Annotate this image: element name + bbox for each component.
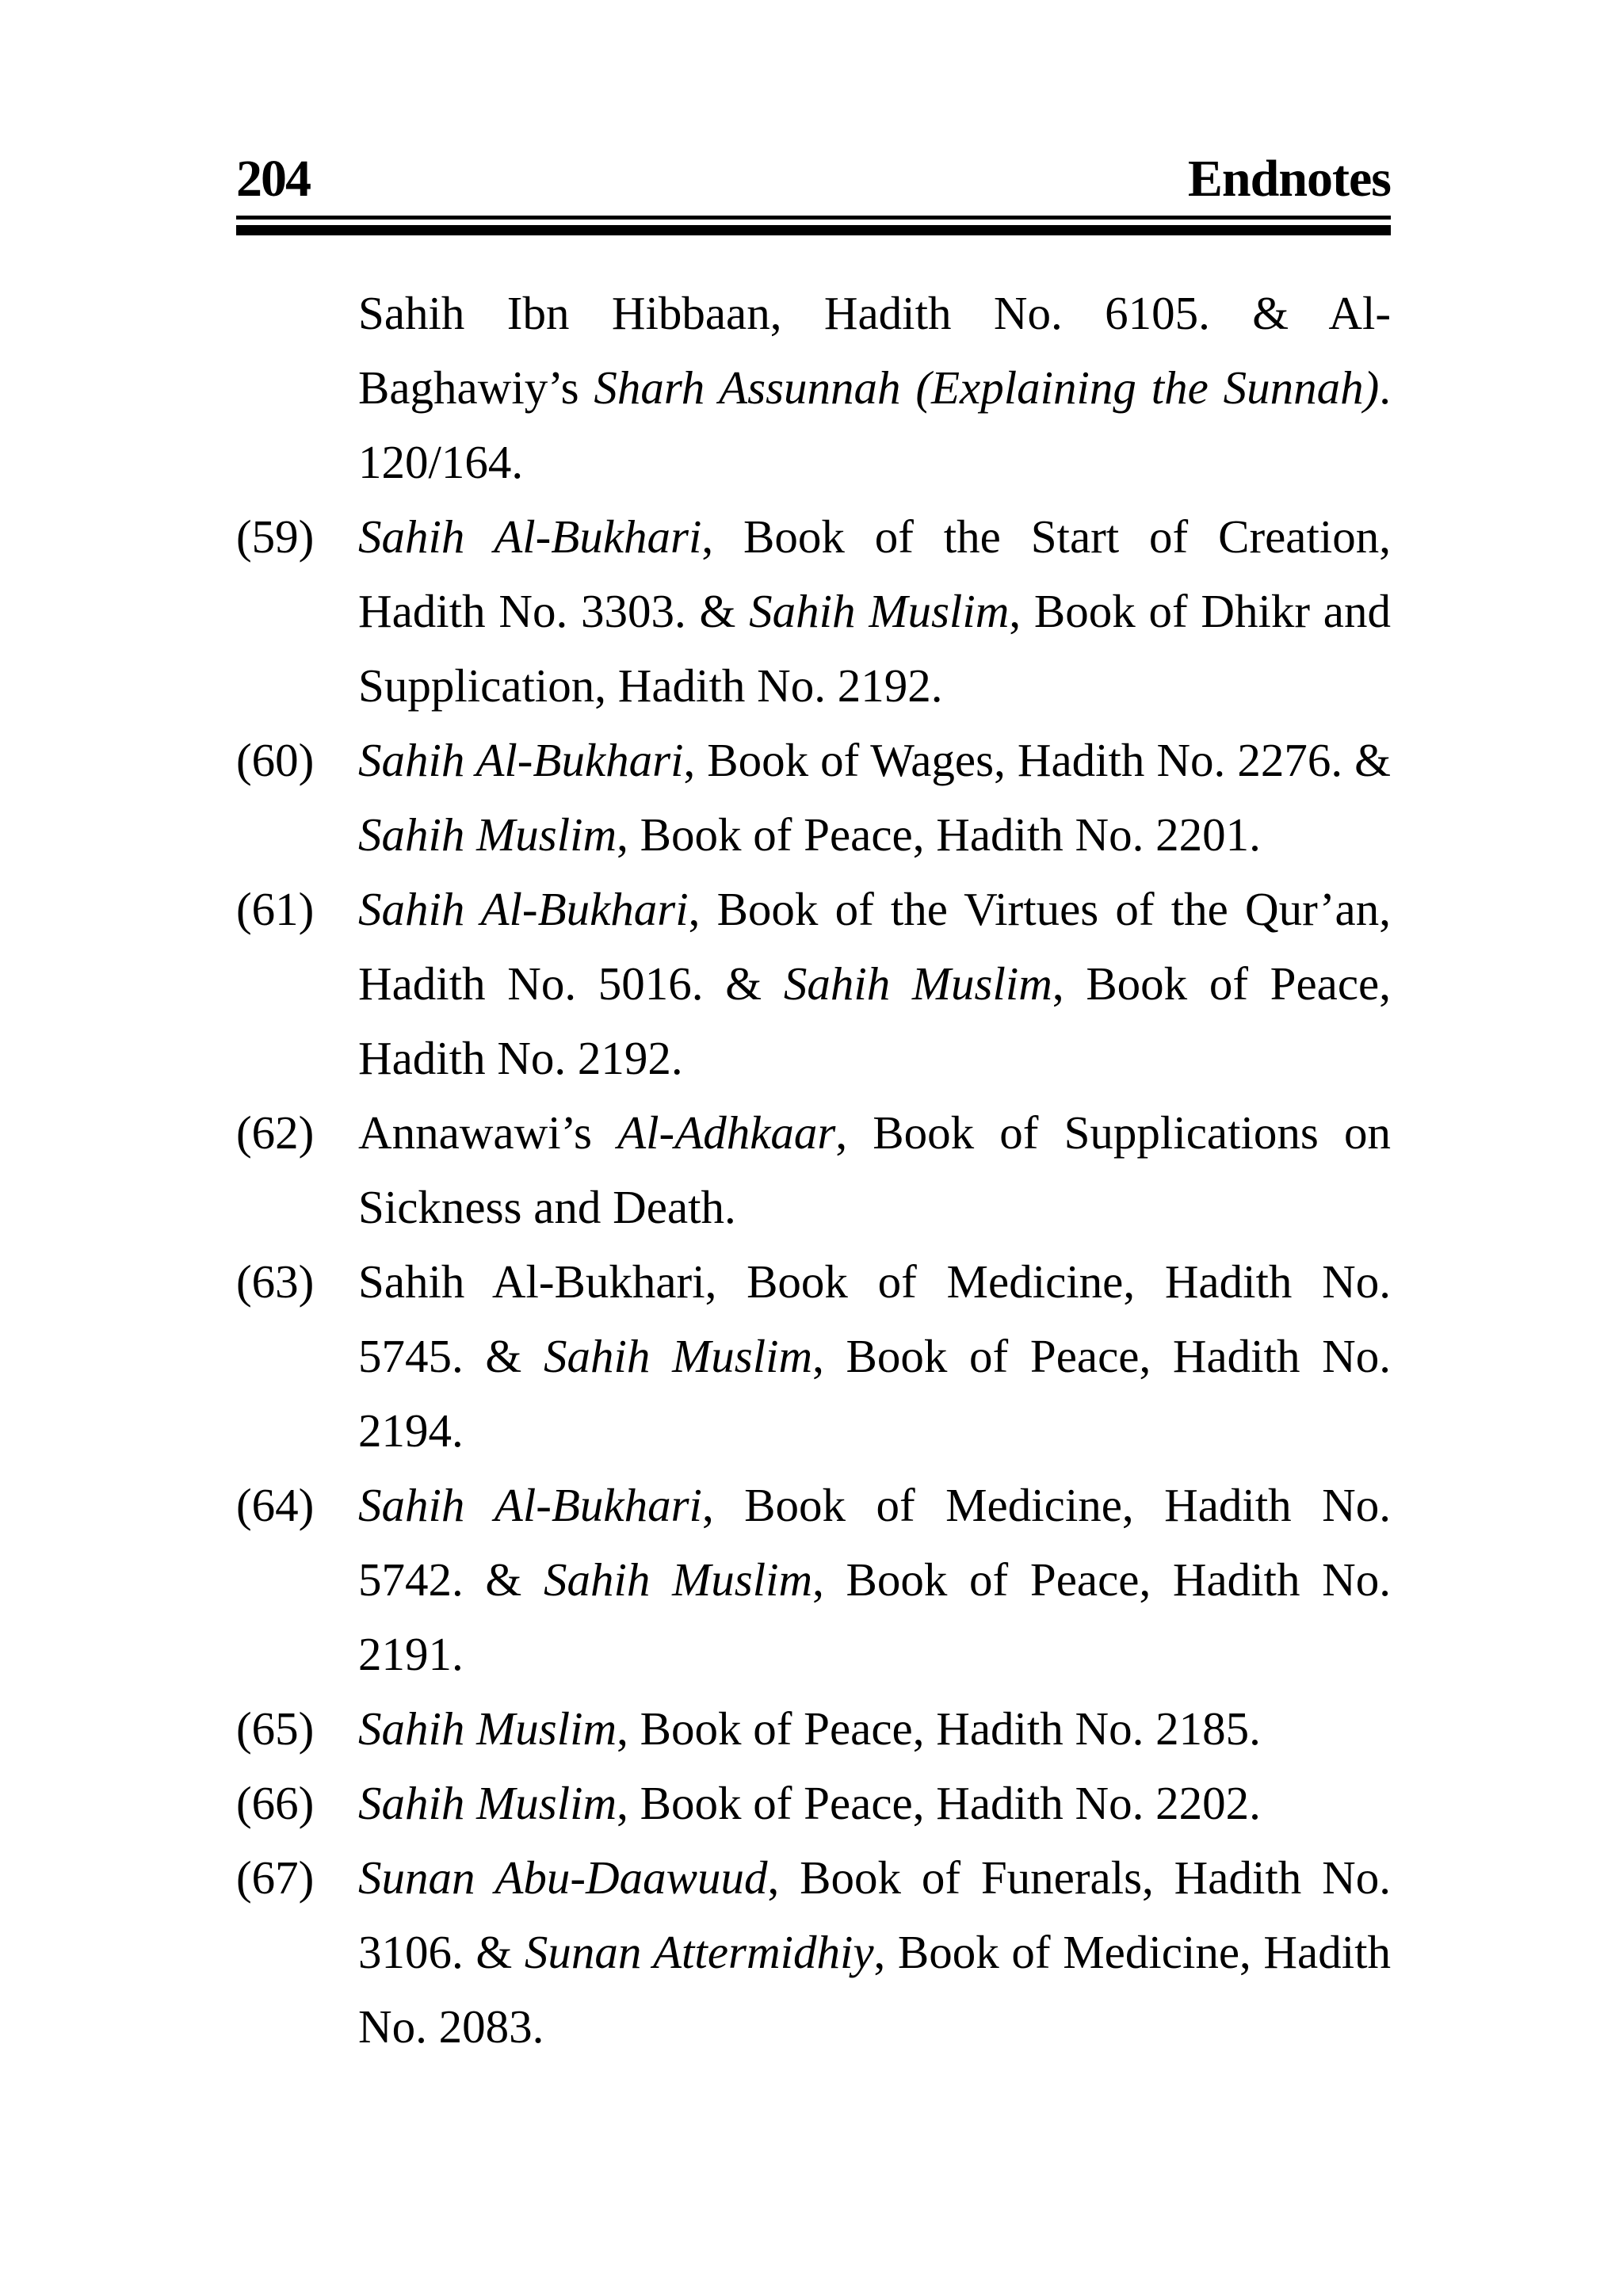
endnote-number: (61) xyxy=(236,883,315,935)
book-title: Sahih Muslim xyxy=(544,1330,813,1382)
citation-text: , Book of Peace, Hadith No. 2194. xyxy=(358,1330,1391,1457)
citation-text: , Book of Peace, Hadith No. 2191. xyxy=(358,1553,1391,1680)
book-title: Sahih Al-Bukhari xyxy=(358,510,702,563)
endnote-text xyxy=(358,1777,1261,1829)
citation-text: . 120/164. xyxy=(358,361,1391,488)
book-title: Sharh Assunnah (Explaining the Sunnah) xyxy=(594,361,1380,414)
endnote-item xyxy=(236,1766,1391,1840)
endnote-number: (60) xyxy=(236,734,315,786)
endnote-item xyxy=(236,1095,1391,1244)
endnote-text xyxy=(358,734,1391,861)
endnote-number: (63) xyxy=(236,1255,315,1308)
citation-text: , Book of Medicine, Hadith No. 5742. & xyxy=(358,1479,1392,1606)
citation-text: , Book of Dhikr and Supplication, Hadith No. 2192. xyxy=(358,585,1391,712)
endnote-text xyxy=(358,1255,1391,1457)
endnotes-list xyxy=(236,276,1391,2064)
book-title: Sahih Al-Bukhari xyxy=(358,883,689,935)
endnote-text xyxy=(358,883,1391,1084)
endnote-number: (65) xyxy=(236,1702,315,1755)
endnote-item xyxy=(236,276,1391,499)
endnote-item xyxy=(236,1468,1391,1691)
book-title: Sahih Muslim xyxy=(783,957,1052,1010)
page-header xyxy=(236,147,1391,211)
endnote-number: (64) xyxy=(236,1479,315,1531)
citation-text: , Book of Medicine, Hadith No. 2083. xyxy=(358,1926,1391,2053)
book-title: Sahih Muslim xyxy=(358,1777,617,1829)
book-title: Al-Adhkaar xyxy=(617,1106,836,1159)
book-title: Sunan Attermidhiy xyxy=(524,1926,874,1978)
citation-text: , Book of the Start of Creation, Hadith No. 3303. & xyxy=(358,510,1391,637)
citation-text: Sahih Al-Bukhari, Book of Medicine, Hadith No. 5745. & xyxy=(358,1255,1391,1382)
citation-text: Annawawi’s xyxy=(358,1106,618,1159)
citation-text: , Book of Supplications on Sickness and Death. xyxy=(358,1106,1391,1233)
citation-text: , Book of Funerals, Hadith No. 3106. & xyxy=(358,1851,1391,1978)
endnote-text xyxy=(358,287,1391,488)
endnote-number: (66) xyxy=(236,1777,315,1829)
header-rule-thin xyxy=(236,216,1391,220)
endnote-item xyxy=(236,872,1391,1095)
citation-text: , Book of Peace, Hadith No. 2192. xyxy=(358,957,1391,1084)
book-title: Sahih Muslim xyxy=(358,1702,617,1755)
book-title: Sunan Abu-Daawuud xyxy=(358,1851,768,1904)
citation-text: , Book of Peace, Hadith No. 2201. xyxy=(617,808,1261,861)
page-number: 204 xyxy=(236,150,310,208)
endnote-number: (62) xyxy=(236,1106,315,1159)
book-title: Sahih Al-Bukhari xyxy=(358,1479,702,1531)
endnote-number: (59) xyxy=(236,510,315,563)
endnote-item xyxy=(236,1840,1391,2064)
endnote-number: (67) xyxy=(236,1851,315,1904)
endnote-text xyxy=(358,1106,1391,1233)
endnote-text xyxy=(358,1479,1391,1680)
book-title: Sahih Muslim xyxy=(544,1553,813,1606)
header-rule-thick xyxy=(236,225,1391,235)
citation-text: , Book of Peace, Hadith No. 2185. xyxy=(617,1702,1261,1755)
book-title: Sahih Al-Bukhari xyxy=(358,734,684,786)
endnote-text xyxy=(358,1702,1261,1755)
endnote-item xyxy=(236,499,1391,723)
citation-text: Sahih Ibn Hibbaan, Hadith No. 6105. & Al-Baghawiy’s xyxy=(358,287,1391,414)
citation-text: , Book of the Virtues of the Qur’an, Hadith No. 5016. & xyxy=(358,883,1391,1010)
endnote-text xyxy=(358,1851,1391,2053)
endnote-item xyxy=(236,1244,1391,1468)
citation-text: , Book of Wages, Hadith No. 2276. & xyxy=(683,734,1392,786)
citation-text: , Book of Peace, Hadith No. 2202. xyxy=(617,1777,1261,1829)
book-title: Sahih Muslim xyxy=(749,585,1010,637)
endnote-item xyxy=(236,1691,1391,1766)
endnote-text xyxy=(358,510,1391,712)
book-title: Sahih Muslim xyxy=(358,808,617,861)
endnote-item xyxy=(236,723,1391,872)
running-title: Endnotes xyxy=(1187,150,1391,208)
